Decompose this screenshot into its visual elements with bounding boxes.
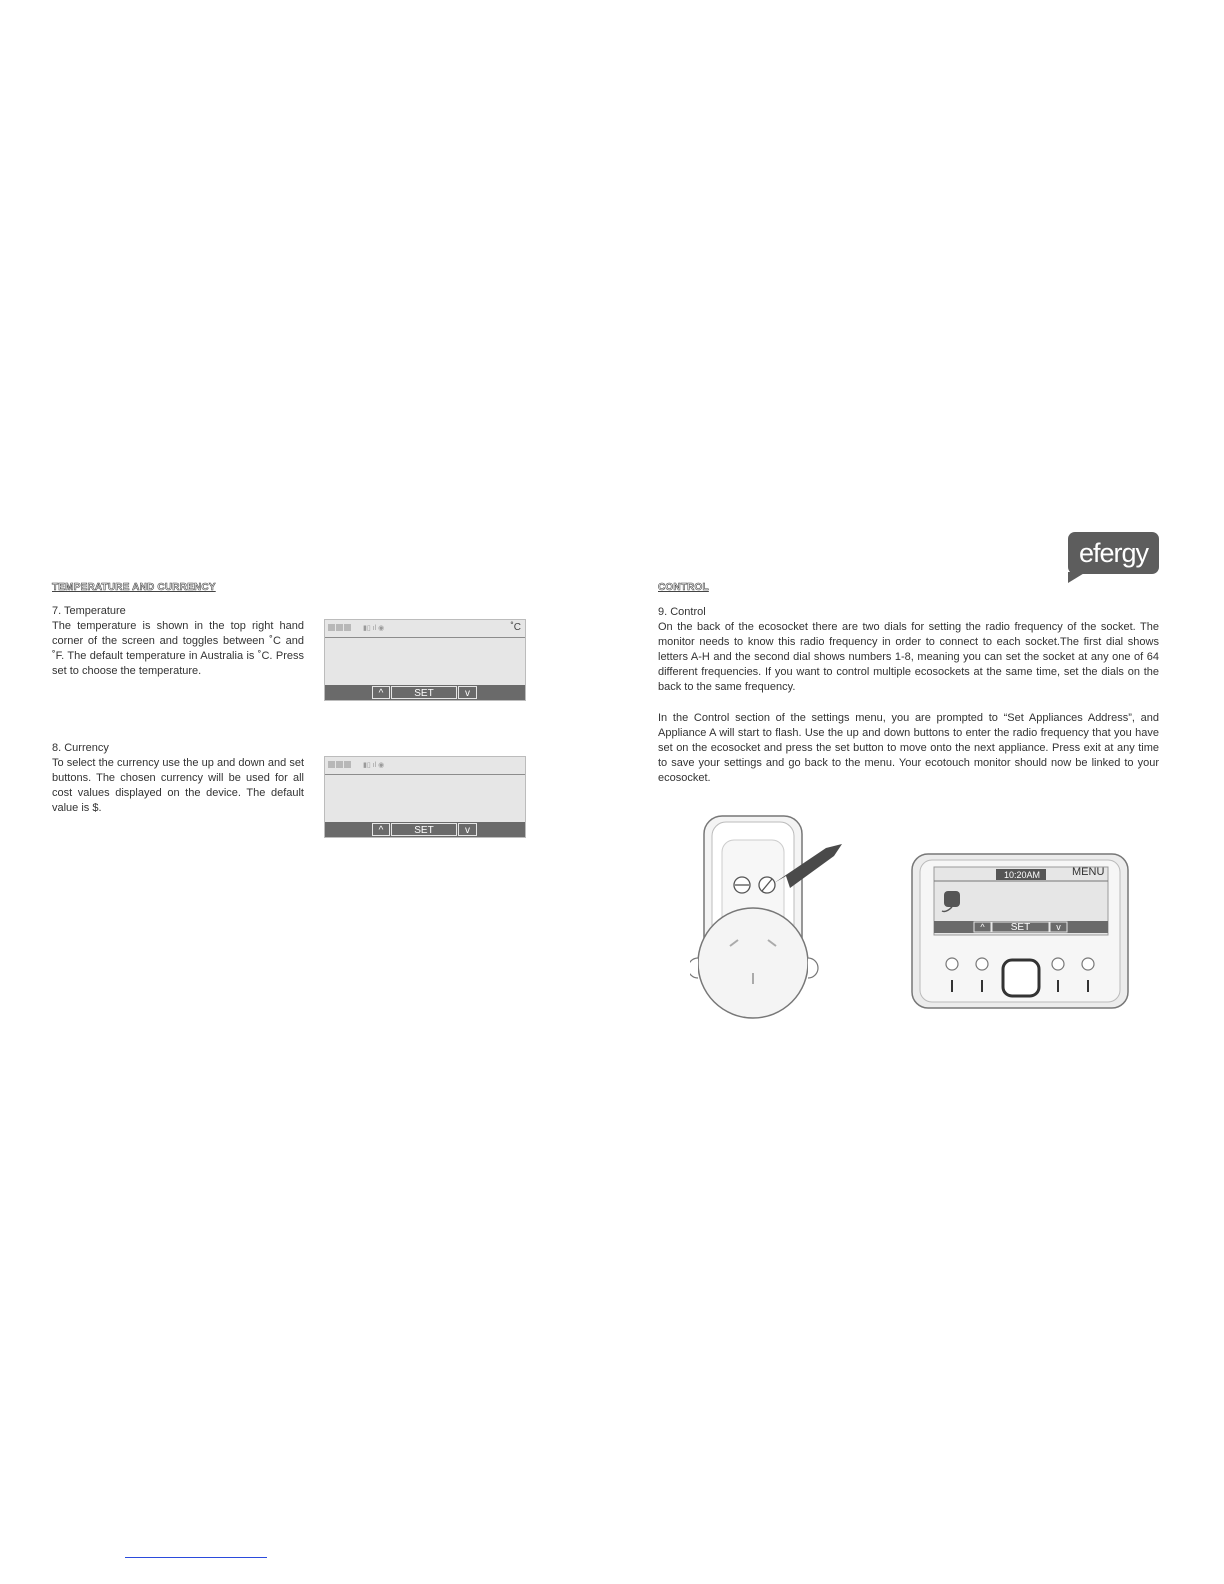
monitor-set-button[interactable]: SET bbox=[1010, 922, 1031, 933]
set-button[interactable]: SET bbox=[391, 686, 457, 699]
section-title-temperature-currency: TEMPERATURE AND CURRENCY bbox=[52, 582, 216, 593]
down-button[interactable]: v bbox=[458, 686, 477, 699]
currency-screen bbox=[324, 756, 526, 838]
efergy-logo: efergy bbox=[1068, 532, 1159, 574]
temperature-heading: 7. Temperature bbox=[52, 605, 126, 617]
control-text-2: In the Control section of the settings menu, you are prompted to “Set Appliances Address”, and Appliance A will start to flash. Use the up and down buttons to enter the radio frequency that you have set on the ecosocket and press the set button to move onto the next appliance. Press exit at any time to save your settings and go back to the menu. Your ecotouch monitor should now be linked to your ecosocket. bbox=[658, 712, 1159, 784]
signal-icon: ▮▯ ıl ◉ bbox=[363, 762, 385, 769]
status-icons bbox=[328, 624, 352, 633]
screen-button-bar bbox=[325, 822, 525, 837]
screen-status-bar bbox=[325, 757, 525, 775]
up-button[interactable]: ^ bbox=[372, 686, 390, 699]
section-title-control: CONTROL bbox=[658, 582, 709, 593]
screen-status-bar bbox=[325, 620, 525, 638]
signal-icon: ▮▯ ıl ◉ bbox=[363, 625, 385, 632]
monitor-down-button[interactable]: v bbox=[1056, 922, 1061, 932]
logo-tail-icon bbox=[1068, 572, 1088, 584]
ecosocket-illustration bbox=[690, 808, 860, 1023]
control-text-1: On the back of the ecosocket there are two dials for setting the radio frequency of the socket. The monitor needs to know this radio frequency in order to connect to each socket.The first dial shows letters A-H and the second dial shows numbers 1-8, meaning you can set the socket at any one of 64 different frequencies. If you want to control multiple ecosockets at the same time, set the dials on the back to the same frequency. bbox=[658, 621, 1159, 693]
monitor-time: 10:20AM bbox=[1003, 870, 1041, 880]
set-button[interactable]: SET bbox=[391, 823, 457, 836]
temperature-screen bbox=[324, 619, 526, 701]
temperature-text: The temperature is shown in the top right hand corner of the screen and toggles between ˚C and ˚F. The default temperature in Australia is ˚C. Press set to choose the temperature. bbox=[52, 620, 304, 677]
currency-text: To select the currency use the up and down and set buttons. The chosen currency will be used for all cost values displayed on the device. The default value is $. bbox=[52, 757, 304, 814]
footer-line bbox=[125, 1557, 267, 1558]
screen-button-bar bbox=[325, 685, 525, 700]
up-button[interactable]: ^ bbox=[372, 823, 390, 836]
temperature-unit: ˚C bbox=[510, 622, 521, 633]
monitor-up-button[interactable]: ^ bbox=[980, 922, 985, 932]
status-icons bbox=[328, 761, 352, 770]
down-button[interactable]: v bbox=[458, 823, 477, 836]
currency-heading: 8. Currency bbox=[52, 742, 109, 754]
monitor-menu-label[interactable]: MENU bbox=[1072, 866, 1105, 878]
control-heading: 9. Control bbox=[658, 606, 706, 618]
